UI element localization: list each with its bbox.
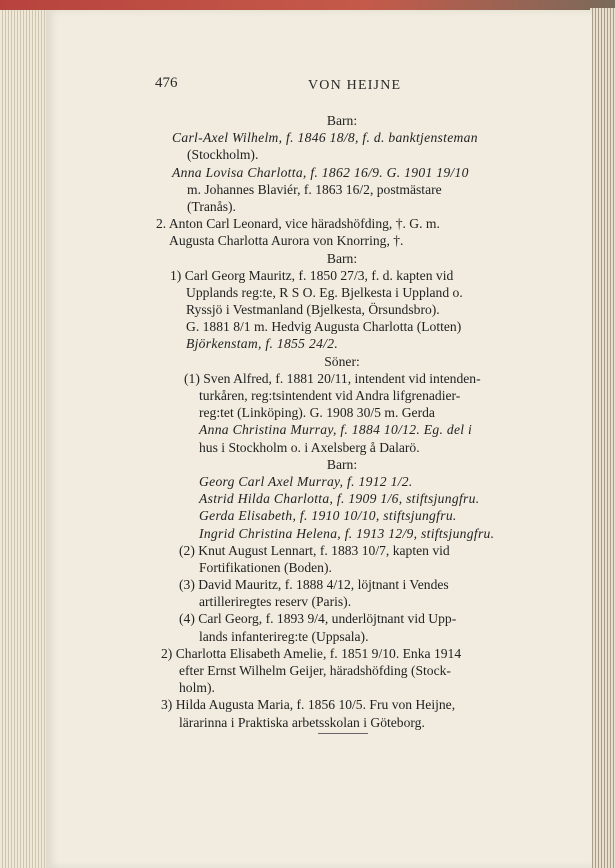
text-line: Barn: (326, 456, 358, 472)
page-text (108, 112, 548, 731)
text-line: (4) Carl Georg, f. 1893 9/4, underlöjtnant vid Upp- (179, 611, 457, 627)
page-number: 476 (155, 75, 178, 91)
text-line: artilleriregtes reserv (Paris). (199, 594, 352, 610)
text-line: Ingrid Christina Helena, f. 1913 12/9, stiftsjungfru. (199, 525, 495, 541)
text-line: 2) Charlotta Elisabeth Amelie, f. 1851 9/10. Enka 1914 (161, 645, 462, 661)
text-line: Ryssjö i Vestmanland (Bjelkesta, Örsundsbro). (186, 302, 440, 318)
text-line: Söner: (324, 353, 360, 369)
text-line: Georg Carl Axel Murray, f. 1912 1/2. (199, 473, 413, 489)
text-line: Augusta Charlotta Aurora von Knorring, †. (169, 233, 404, 249)
text-line: 1) Carl Georg Mauritz, f. 1850 27/3, f. d. kapten vid (170, 267, 454, 283)
text-line: (2) Knut August Lennart, f. 1883 10/7, kapten vid (179, 542, 450, 558)
text-line: lärarinna i Praktiska arbetsskolan i Göteborg. (179, 714, 425, 730)
text-line: m. Johannes Blaviér, f. 1863 16/2, postmästare (187, 181, 442, 197)
text-line: holm). (179, 680, 215, 696)
text-line: Astrid Hilda Charlotta, f. 1909 1/6, stiftsjungfru. (199, 491, 480, 507)
text-line: Upplands reg:te, R S O. Eg. Bjelkesta i Uppland o. (186, 284, 463, 300)
text-line: reg:tet (Linköping). G. 1908 30/5 m. Gerda (199, 405, 435, 421)
text-line: (Tranås). (187, 198, 236, 214)
running-head: VON HEIJNE (308, 78, 402, 93)
text-line: Anna Lovisa Charlotta, f. 1862 16/9. G. 1901 19/10 (172, 164, 469, 180)
text-line: (1) Sven Alfred, f. 1881 20/11, intendent vid intenden- (184, 370, 481, 386)
closing-rule (318, 733, 368, 734)
text-line: lands infanterireg:te (Uppsala). (199, 628, 369, 644)
text-line: Gerda Elisabeth, f. 1910 10/10, stiftsjungfru. (199, 508, 457, 524)
page-header (108, 75, 588, 98)
text-line: 3) Hilda Augusta Maria, f. 1856 10/5. Fru von Heijne, (161, 697, 456, 713)
text-line: Björkenstam, f. 1855 24/2. (186, 336, 339, 352)
text-line: 2. Anton Carl Leonard, vice häradshöfding, †. G. m. (156, 216, 440, 232)
text-line: turkåren, reg:tsintendent vid Andra lifgrenadier- (199, 388, 461, 403)
text-line: Carl-Axel Wilhelm, f. 1846 18/8, f. d. banktjensteman (172, 130, 478, 146)
text-line: hus i Stockholm o. i Axelsberg å Dalarö. (199, 439, 420, 455)
text-line: (3) David Mauritz, f. 1888 4/12, löjtnant i Vendes (179, 577, 449, 593)
text-line: Barn: (326, 250, 358, 266)
page-stack-left (0, 10, 52, 868)
text-line: Fortifikationen (Boden). (199, 559, 332, 575)
text-line: efter Ernst Wilhelm Geijer, häradshöfding (Stock- (179, 663, 451, 678)
text-line: Barn: (326, 113, 358, 128)
page-stack-right (590, 8, 615, 868)
text-line: Anna Christina Murray, f. 1884 10/12. Eg. del i (199, 422, 473, 438)
text-line: G. 1881 8/1 m. Hedvig Augusta Charlotta (Lotten) (186, 319, 462, 335)
text-line: (Stockholm). (187, 147, 259, 163)
